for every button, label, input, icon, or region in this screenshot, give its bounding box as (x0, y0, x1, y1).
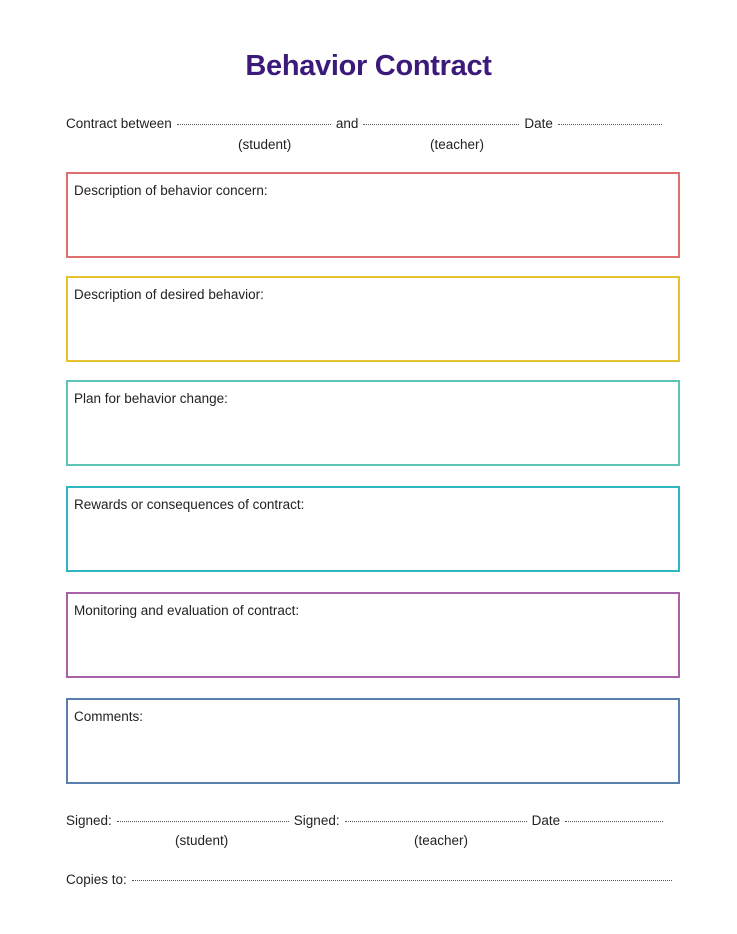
section-label: Description of behavior concern: (74, 183, 268, 198)
contract-between-row (66, 116, 682, 131)
page-title: Behavior Contract (245, 50, 492, 82)
desired-behavior-box[interactable] (66, 276, 680, 362)
student-name-field[interactable] (177, 124, 331, 125)
student-signature-field[interactable] (117, 821, 289, 822)
and-label: and (335, 116, 359, 131)
student-caption: (student) (238, 137, 292, 152)
comments-box[interactable] (66, 698, 680, 784)
date-field[interactable] (558, 124, 662, 125)
footer-date-label: Date (531, 813, 561, 828)
copies-to-field[interactable] (132, 880, 672, 881)
footer-teacher-caption: (teacher) (414, 833, 469, 848)
behavior-concern-box[interactable] (66, 172, 680, 258)
footer-student-caption: (student) (175, 833, 229, 848)
signed-student-label: Signed: (66, 813, 112, 828)
section-label: Rewards or consequences of contract: (74, 497, 305, 512)
date-label: Date (524, 116, 553, 131)
copies-to-row (66, 872, 682, 887)
copies-to-label: Copies to: (66, 872, 127, 887)
footer-date-field[interactable] (565, 821, 663, 822)
signature-row (66, 813, 682, 828)
teacher-caption: (teacher) (430, 137, 485, 152)
section-label: Monitoring and evaluation of contract: (74, 603, 300, 618)
teacher-name-field[interactable] (363, 124, 519, 125)
rewards-box[interactable] (66, 486, 680, 572)
section-label: Comments: (74, 709, 144, 724)
section-label: Plan for behavior change: (74, 391, 228, 406)
signed-teacher-label: Signed: (293, 813, 340, 828)
teacher-signature-field[interactable] (345, 821, 527, 822)
plan-box[interactable] (66, 380, 680, 466)
monitoring-box[interactable] (66, 592, 680, 678)
section-label: Description of desired behavior: (74, 287, 264, 302)
contract-between-label: Contract between (66, 116, 172, 131)
